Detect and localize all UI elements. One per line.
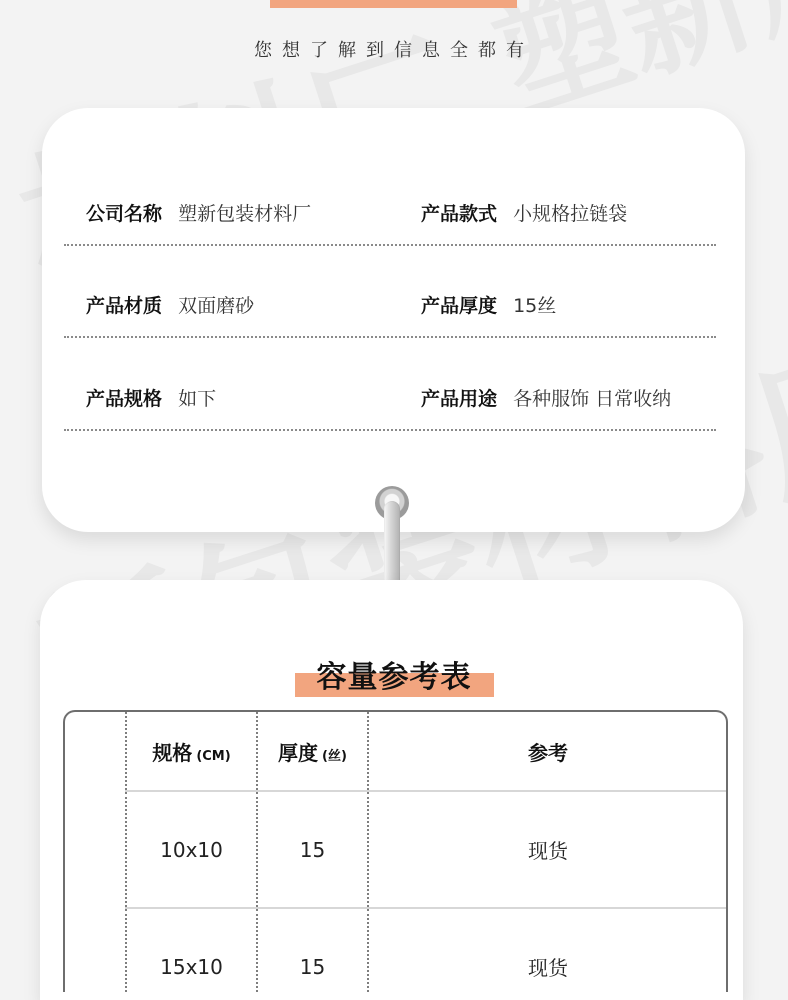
table-header-row <box>126 712 727 791</box>
info-row <box>64 152 716 246</box>
capacity-table-frame <box>63 710 728 992</box>
spec-cell: 15x10 <box>126 908 257 992</box>
reference-cell: 现货 <box>368 908 727 992</box>
thickness-header-unit: (丝) <box>322 748 347 764</box>
thickness-header-label: 厚度 <box>278 740 319 765</box>
spec-cell: 10x10 <box>126 791 257 908</box>
table-row <box>126 908 727 992</box>
reference-header: 参考 <box>368 712 727 791</box>
table-row <box>126 791 727 908</box>
top-accent-strip <box>270 0 517 8</box>
field-label: 公司名称 <box>86 203 163 225</box>
thickness-cell: 15 <box>257 908 368 992</box>
field-label: 产品用途 <box>421 388 498 410</box>
field-value: 各种服饰 日常收纳 <box>513 388 672 410</box>
product-style-field <box>421 202 627 226</box>
spec-field <box>86 387 216 411</box>
spec-header <box>126 712 257 791</box>
thickness-header <box>257 712 368 791</box>
field-label: 产品材质 <box>86 295 163 317</box>
field-value: 15丝 <box>513 295 557 317</box>
field-value: 双面磨砂 <box>178 295 255 317</box>
field-label: 产品规格 <box>86 388 163 410</box>
page-subtitle: 您想了解到信息全都有 <box>254 40 534 61</box>
product-info-card <box>42 108 745 532</box>
info-row <box>64 337 716 431</box>
reference-cell: 现货 <box>368 791 727 908</box>
material-field <box>86 294 254 318</box>
field-label: 产品厚度 <box>421 295 498 317</box>
usage-field <box>421 387 671 411</box>
capacity-table <box>125 712 727 992</box>
spec-header-label: 规格 <box>152 740 193 765</box>
field-label: 产品款式 <box>421 203 498 225</box>
section-title: 容量参考表 <box>316 660 472 695</box>
field-value: 塑新包装材料厂 <box>178 203 312 225</box>
company-name-field <box>86 202 311 226</box>
field-value: 小规格拉链袋 <box>513 203 628 225</box>
field-value: 如下 <box>178 388 217 410</box>
thickness-field <box>421 294 556 318</box>
spec-header-unit: (CM) <box>196 748 231 764</box>
info-row <box>64 244 716 338</box>
thickness-cell: 15 <box>257 791 368 908</box>
